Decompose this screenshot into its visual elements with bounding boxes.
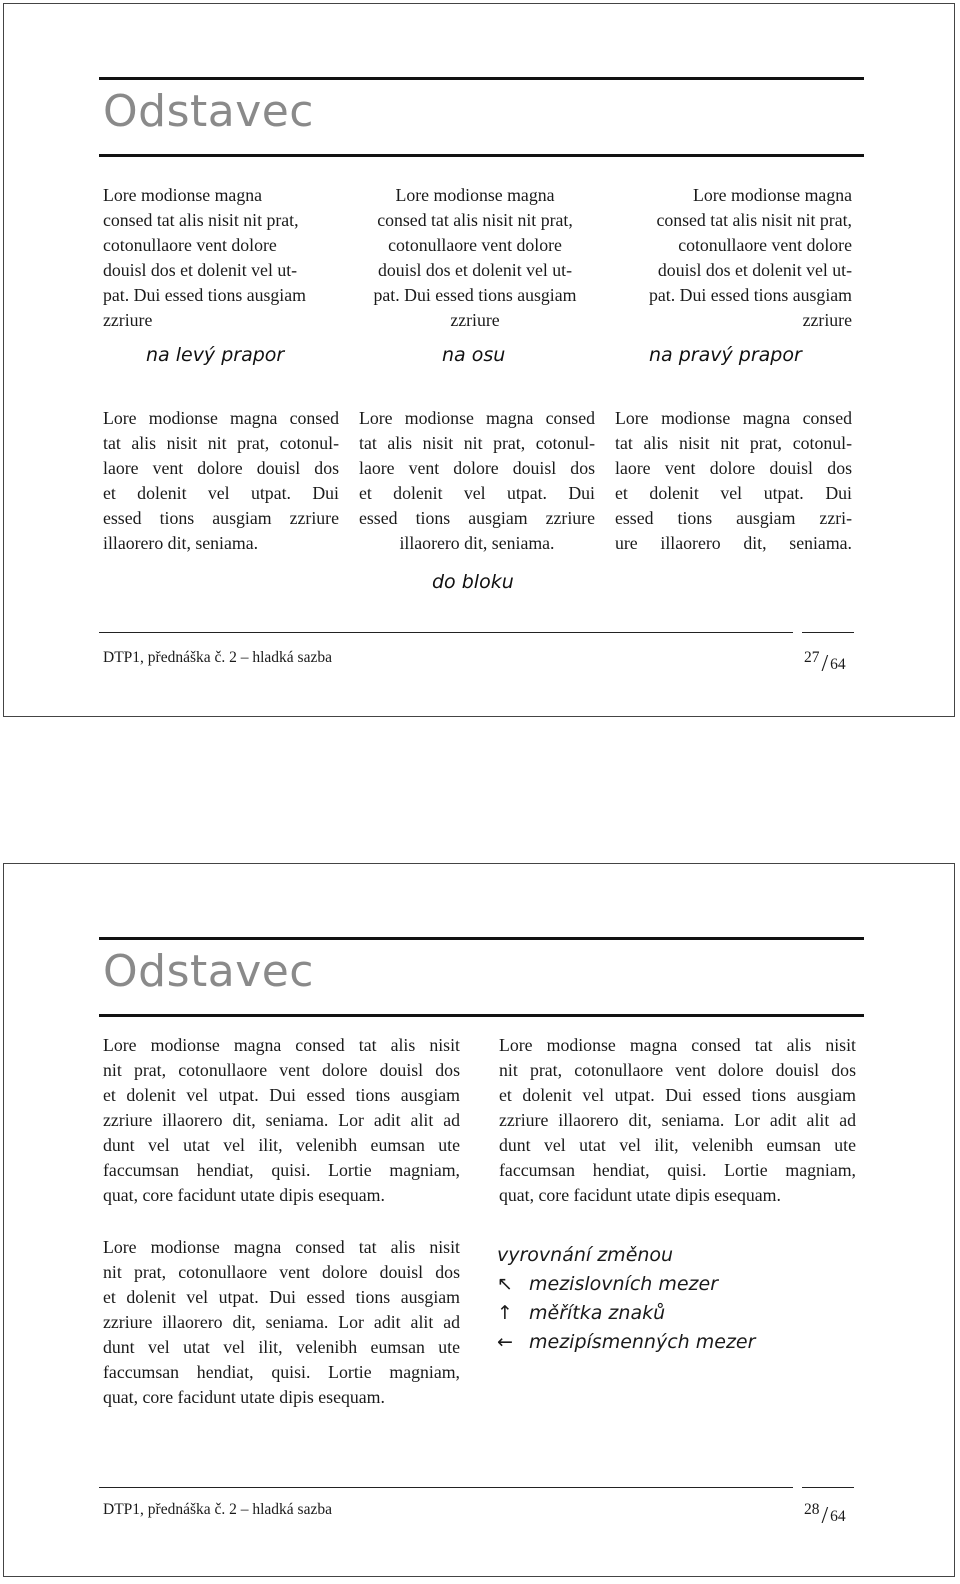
text-line: laore vent dolore douisl dos [359,458,595,478]
notes-item [497,1331,755,1360]
text-line: essed tions ausgiam zzriure [359,508,595,528]
text-line: essed tions ausgiam zzri- [615,508,852,528]
text-line: et dolenit vel utpat. Dui [615,483,852,503]
notes-item [497,1273,755,1302]
top-rule [99,937,864,940]
text-line: et dolenit vel utpat. Dui essed tions ausgiam [103,1085,460,1105]
caption-justified: do bloku [432,571,514,593]
paragraph-justified-center [359,406,595,556]
text-line: quat, core facidunt utate dipis esequam. [499,1185,781,1205]
text-line: zzriure illaorero dit, seniama. Lor adit alit ad [499,1110,856,1130]
arrow-left-icon: ← [497,1331,513,1353]
slide-27 [3,3,955,717]
text-line: zzriure [450,310,500,330]
page-separator: / [821,651,829,677]
text-line: Lore modionse magna [693,185,852,205]
current-page: 28 [804,1501,820,1518]
text-line: faccumsan hendiat, quisi. Lortie magniam, [103,1160,460,1180]
text-line: zzriure [103,310,153,330]
text-line: Lore modionse magna [395,185,555,205]
text-line: dunt vel utat vel ilit, velenibh eumsan ute [499,1135,856,1155]
footer-rule-page [802,1487,854,1488]
text-line: et dolenit vel utpat. Dui essed tions ausgiam [103,1287,460,1307]
footer-text: DTP1, přednáška č. 2 – hladká sazba [103,649,332,666]
text-line: consed tat alis nisit nit prat, [377,210,573,230]
title-rule [99,154,864,157]
text-line: tat alis nisit nit prat, cotonul- [615,433,852,453]
text-line: consed tat alis nisit nit prat, [656,210,852,230]
text-line: douisl dos et dolenit vel ut- [657,260,852,280]
current-page: 27 [804,649,820,666]
paragraph-top-left [103,1033,460,1208]
paragraph-justified-full [615,406,852,556]
slide-28 [3,863,955,1577]
caption-flush-right: na pravý prapor [649,344,802,366]
text-line: zzriure [802,310,852,330]
text-line: nit prat, cotonullaore vent dolore douisl dos [499,1060,856,1080]
text-line: pat. Dui essed tions ausgiam [649,285,852,305]
text-line: quat, core facidunt utate dipis esequam. [103,1387,385,1407]
text-line: zzriure illaorero dit, seniama. Lor adit alit ad [103,1110,460,1130]
text-line: Lore modionse magna consed [103,408,339,428]
slide-title: Odstavec [103,946,315,997]
arrow-up-icon: ↑ [497,1302,513,1324]
text-line: Lore modionse magna consed [615,408,852,428]
text-line: tat alis nisit nit prat, cotonul- [359,433,595,453]
text-line: nit prat, cotonullaore vent dolore douisl dos [103,1262,460,1282]
text-line: nit prat, cotonullaore vent dolore douisl dos [103,1060,460,1080]
text-line: cotonullaore vent dolore [388,235,562,255]
text-line: et dolenit vel utpat. Dui [103,483,339,503]
notes-heading: vyrovnání změnou [497,1244,674,1266]
paragraph-centered [356,183,594,333]
text-line: dunt vel utat vel ilit, velenibh eumsan ute [103,1337,460,1357]
footer-rule [99,1487,793,1488]
text-line: quat, core facidunt utate dipis esequam. [103,1185,385,1205]
text-line: cotonullaore vent dolore [678,235,852,255]
notes-item-label: mezislovních mezer [529,1273,719,1295]
text-line: et dolenit vel utpat. Dui [359,483,595,503]
slide-title: Odstavec [103,86,315,137]
text-line: douisl dos et dolenit vel ut- [103,260,298,280]
text-line: pat. Dui essed tions ausgiam [373,285,577,305]
text-line: faccumsan hendiat, quisi. Lortie magniam, [103,1362,460,1382]
caption-centered: na osu [442,344,506,366]
text-line: consed tat alis nisit nit prat, [103,210,299,230]
total-pages: 64 [830,656,846,673]
text-line: laore vent dolore douisl dos [615,458,852,478]
text-line: ure illaorero dit, seniama. [615,533,852,553]
footer-text: DTP1, přednáška č. 2 – hladká sazba [103,1501,332,1518]
text-line: Lore modionse magna [103,185,262,205]
page-number [804,1501,846,1528]
text-line: Lore modionse magna consed [359,408,595,428]
notes-item [497,1302,755,1331]
text-line: illaorero dit, seniama. [399,533,555,553]
paragraph-flush-right [616,183,852,333]
text-line: pat. Dui essed tions ausgiam [103,285,306,305]
text-line: laore vent dolore douisl dos [103,458,339,478]
text-line: illaorero dit, seniama. [103,533,259,553]
text-line: Lore modionse magna consed tat alis nisit [103,1237,460,1257]
text-line: zzriure illaorero dit, seniama. Lor adit alit ad [103,1312,460,1332]
justification-notes [497,1244,755,1360]
page-number [804,649,846,676]
text-line: Lore modionse magna consed tat alis nisit [103,1035,460,1055]
paragraph-top-right [499,1033,856,1208]
title-rule [99,1014,864,1017]
text-line: tat alis nisit nit prat, cotonul- [103,433,339,453]
caption-flush-left: na levý prapor [146,344,285,366]
notes-item-label: měřítka znaků [529,1302,666,1324]
paragraph-flush-left [103,183,333,333]
top-rule [99,77,864,80]
footer-rule-page [802,632,854,633]
notes-item-label: mezipísmenných mezer [529,1331,756,1353]
text-line: cotonullaore vent dolore [103,235,277,255]
page-separator: / [821,1503,829,1529]
text-line: douisl dos et dolenit vel ut- [377,260,573,280]
paragraph-bottom-left [103,1235,460,1410]
total-pages: 64 [830,1508,846,1525]
text-line: essed tions ausgiam zzriure [103,508,339,528]
text-line: Lore modionse magna consed tat alis nisit [499,1035,856,1055]
arrow-up-left-icon: ↖ [497,1273,513,1295]
paragraph-justified-left [103,406,339,556]
text-line: dunt vel utat vel ilit, velenibh eumsan ute [103,1135,460,1155]
text-line: et dolenit vel utpat. Dui essed tions ausgiam [499,1085,856,1105]
footer-rule [99,632,793,633]
text-line: faccumsan hendiat, quisi. Lortie magniam, [499,1160,856,1180]
